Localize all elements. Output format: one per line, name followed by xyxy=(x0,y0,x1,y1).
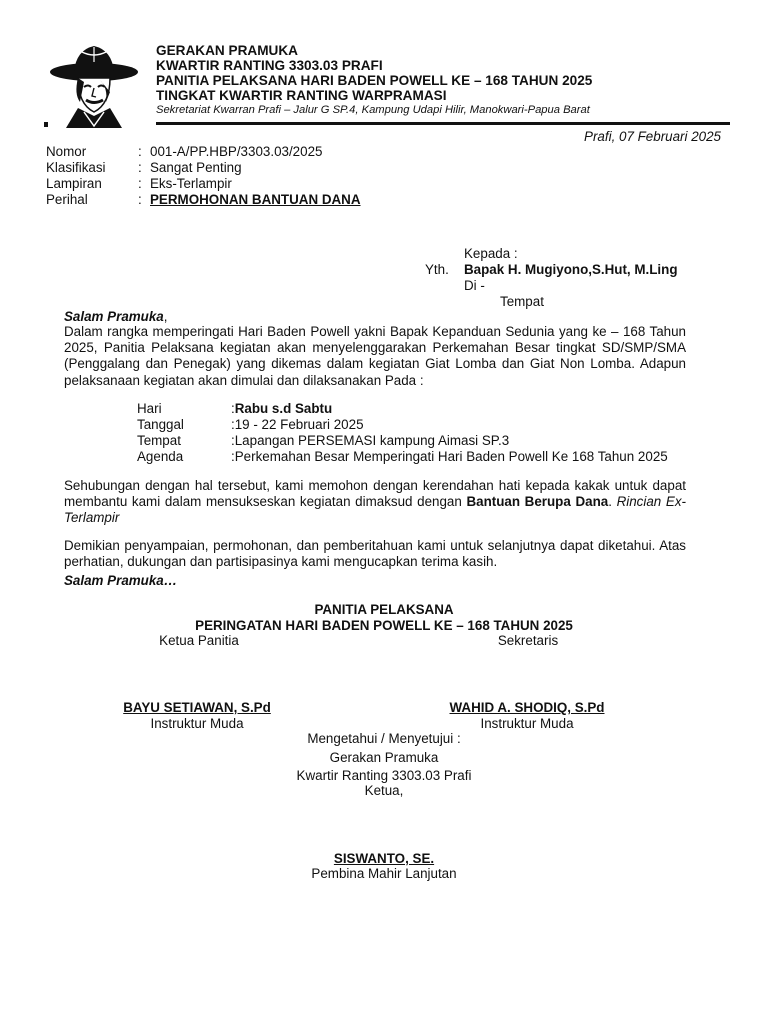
committee-subtitle: PERINGATAN HARI BADEN POWELL KE – 168 TAHUN 2025 xyxy=(195,618,573,633)
secretariat-address: Sekretariat Kwarran Prafi – Jalur G SP.4, Kampung Udapi Hilir, Manokwari-Papua Barat xyxy=(156,104,590,116)
org-name: GERAKAN PRAMUKA xyxy=(156,43,298,58)
event-agenda: Perkemahan Besar Memperingati Hari Baden Powell Ke 168 Tahun 2025 xyxy=(234,449,668,464)
chair-name: BAYU SETIAWAN, S.Pd xyxy=(123,700,271,715)
letterhead-divider xyxy=(156,122,730,125)
intro-paragraph: Dalam rangka memperingati Hari Baden Powell yakni Bapak Kepanduan Sedunia yang ke – 168 Tahun 2025, Panitia Pelaksana kegiatan akan menyelenggarakan Perkemahan Besar tingkat SD/SMP/SMA (Penggalang dan Penegak) yang dikemas dalam kegiatan Giat Lomba dan Giat Non Lomba. Adapun pelaksanaan kegiatan akan dimulai dan dilaksanakan Pada : xyxy=(64,324,686,388)
letter-date: Prafi, 07 Februari 2025 xyxy=(584,129,721,144)
salutation: Salam Pramuka, xyxy=(64,309,168,324)
request-paragraph: Sehubungan dengan hal tersebut, kami memohon dengan kerendahan hati kepada kakak untuk dapat membantu kami dalam mensukseskan kegiatan dimaksud dengan Bantuan Berupa Dana. Rincian Ex-Terlampir xyxy=(64,478,686,526)
approval-position: Ketua, xyxy=(364,783,404,798)
detail-row-tempat: Tempat : Lapangan PERSEMASI kampung Aimasi SP.3 xyxy=(137,433,510,448)
secretary-name: WAHID A. SHODIQ, S.Pd xyxy=(449,700,605,715)
letter-meta xyxy=(46,144,361,208)
meta-row-klasifikasi: Klasifikasi : Sangat Penting xyxy=(46,160,242,175)
committee-title: PANITIA PELAKSANA xyxy=(314,602,454,617)
chair-role: Ketua Panitia xyxy=(159,633,239,648)
closing-paragraph: Demikian penyampaian, permohonan, dan pemberitahuan kami untuk selanjutnya dapat diketahui. Atas perhatian, dukungan dan partisipasinya kami mengucapkan terima kasih. xyxy=(64,538,686,570)
baden-powell-portrait-logo xyxy=(44,42,142,128)
event-day: Rabu s.d Sabtu xyxy=(234,401,333,416)
subject: PERMOHONAN BANTUAN DANA xyxy=(150,192,361,207)
chair-rank: Instruktur Muda xyxy=(150,716,244,731)
approval-branch: Kwartir Ranting 3303.03 Prafi xyxy=(296,768,472,783)
recipient-name: Bapak H. Mugiyono,S.Hut, M.Ling xyxy=(464,262,678,277)
committee-level: TINGKAT KWARTIR RANTING WARPRAMASI xyxy=(156,88,447,103)
recipient-kepada: Kepada : xyxy=(464,246,518,261)
recipient-yth: Yth. xyxy=(425,262,449,277)
approval-org: Gerakan Pramuka xyxy=(329,750,439,765)
committee-name: PANITIA PELAKSANA HARI BADEN POWELL KE – 168 TAHUN 2025 xyxy=(156,73,593,88)
org-branch: KWARTIR RANTING 3303.03 PRAFI xyxy=(156,58,383,73)
closing-salutation: Salam Pramuka… xyxy=(64,573,178,588)
event-date: 19 - 22 Februari 2025 xyxy=(234,417,364,432)
recipient-tempat: Tempat xyxy=(500,294,544,309)
secretary-role: Sekretaris xyxy=(497,633,559,648)
meta-row-nomor: Nomor : 001-A/PP.HBP/3303.03/2025 xyxy=(46,144,323,159)
recipient-di: Di - xyxy=(464,278,485,293)
event-details xyxy=(137,401,668,465)
attachment: Eks-Terlampir xyxy=(150,176,232,191)
letter-number: 001-A/PP.HBP/3303.03/2025 xyxy=(150,144,323,159)
meta-row-perihal: Perihal : PERMOHONAN BANTUAN DANA xyxy=(46,192,361,207)
approver-name: SISWANTO, SE. xyxy=(333,851,435,866)
meta-row-lampiran: Lampiran : Eks-Terlampir xyxy=(46,176,232,191)
approver-rank: Pembina Mahir Lanjutan xyxy=(311,866,457,881)
approval-label: Mengetahui / Menyetujui : xyxy=(307,731,461,746)
detail-row-tanggal: Tanggal : 19 - 22 Februari 2025 xyxy=(137,417,364,432)
detail-row-hari: Hari : Rabu s.d Sabtu xyxy=(137,401,333,416)
detail-row-agenda: Agenda : Perkemahan Besar Memperingati Hari Baden Powell Ke 168 Tahun 2025 xyxy=(137,449,668,464)
secretary-rank: Instruktur Muda xyxy=(480,716,574,731)
event-place: Lapangan PERSEMASI kampung Aimasi SP.3 xyxy=(234,433,510,448)
classification: Sangat Penting xyxy=(150,160,242,175)
